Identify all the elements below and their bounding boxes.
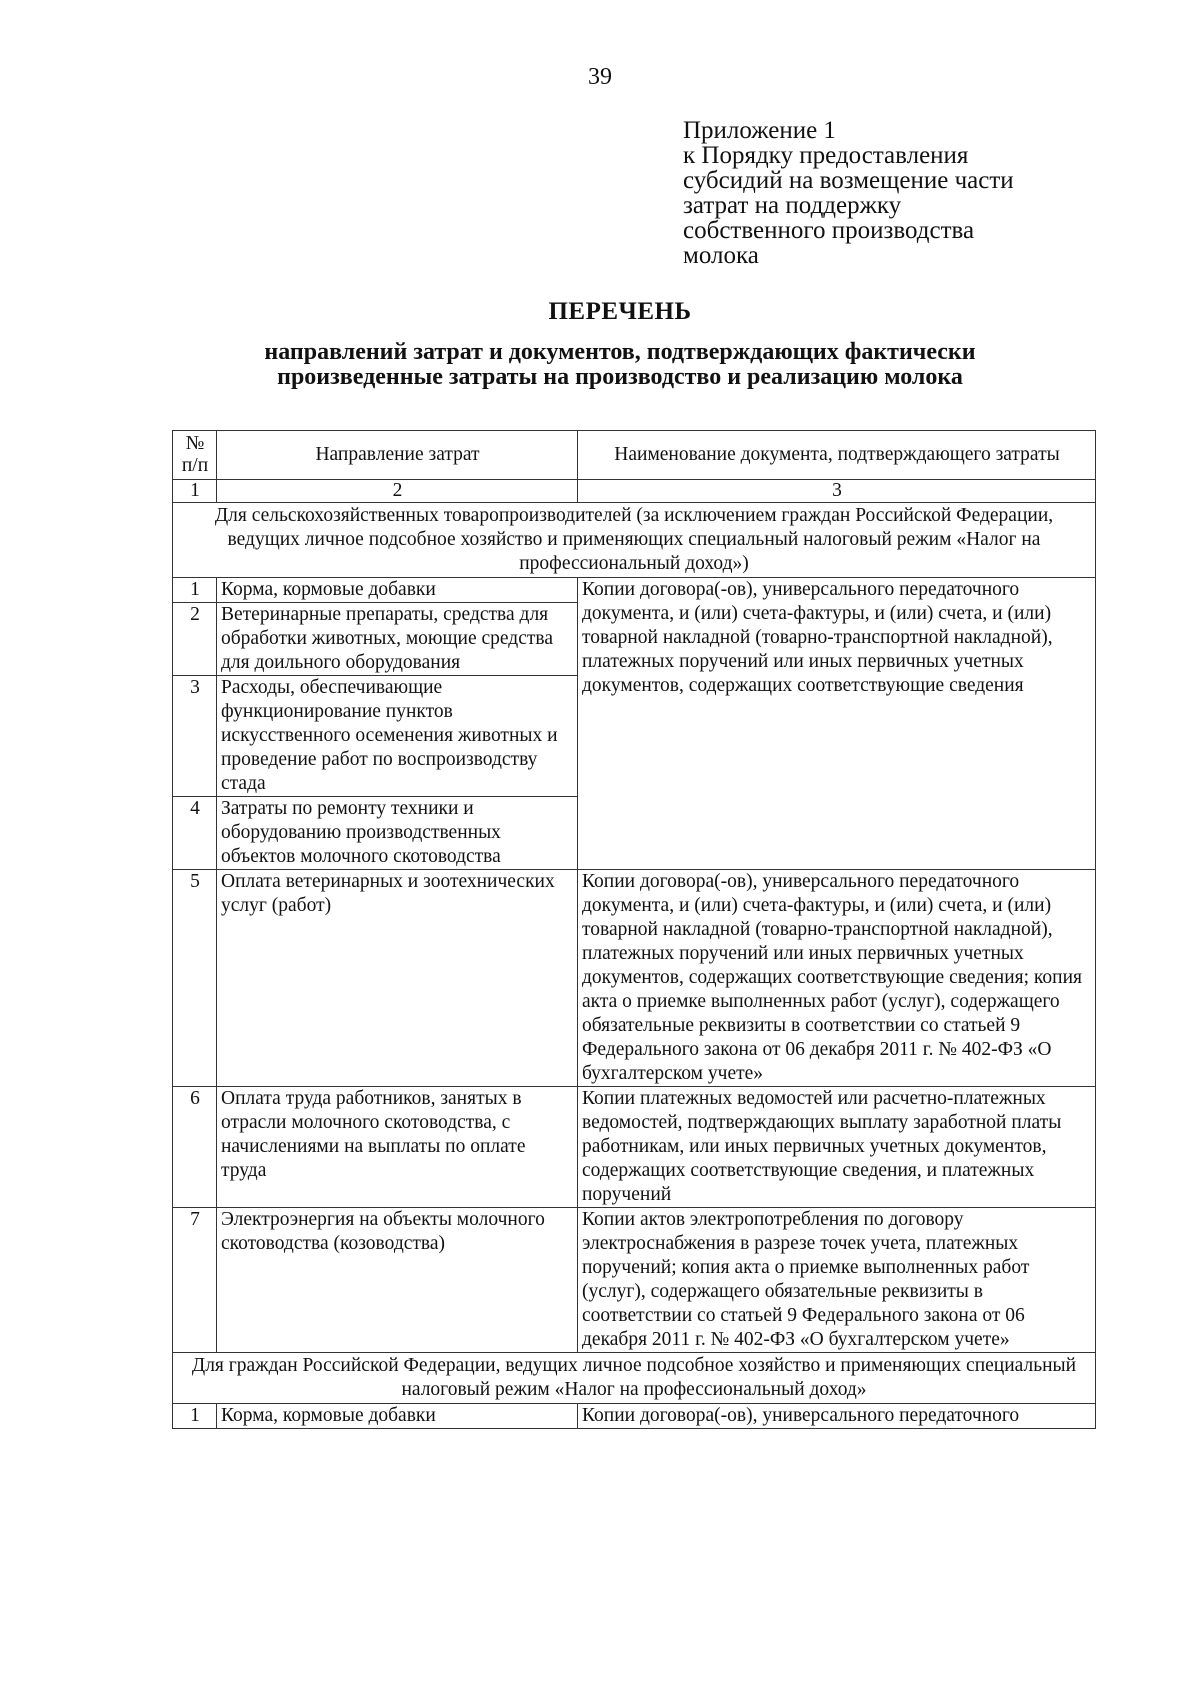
row-document: Копии договора(-ов), универсального передаточного документа, и (или) счета-фактуры, и (или) счета, и (или) товарной накладной (товарно-транспортной накладной), платежных поручений или иных первичных учетных документов, содержащих соответствующие сведения; копия акта о приемке выполненных работ (услуг), содержащего обязательные реквизиты в соответствии со статьей 9 Федерального закона от 06 декабря 2011 г. № 402-ФЗ «О бухгалтерском учете» [578,870,1096,1087]
table-row [173,578,1096,603]
row-number: 5 [173,870,217,1087]
appendix-reference [683,118,1143,268]
header-num [173,431,217,480]
appendix-line: собственного производства [683,217,975,244]
row-direction: Корма, кормовые добавки [217,1404,578,1429]
section-row [173,1353,1096,1404]
row-direction: Оплата ветеринарных и зоотехнических услуг (работ) [217,870,578,1087]
appendix-line: Приложение 1 [683,117,836,144]
column-number: 1 [173,480,217,503]
section-title-2: Для граждан Российской Федерации, ведущих личное подсобное хозяйство и применяющих специальный налоговый режим «Налог на профессиональный доход» [173,1353,1096,1404]
row-direction: Расходы, обеспечивающие функционирование пунктов искусственного осеменения животных и проведение работ по воспроизводству стада [217,676,578,797]
appendix-line: субсидий на возмещение части [683,167,1014,194]
row-direction: Оплата труда работников, занятых в отрасли молочного скотоводства, с начислениями на выплаты по оплате труда [217,1087,578,1208]
row-document: Копии актов электропотребления по договору электроснабжения в разрезе точек учета, платежных поручений; копия акта о приемке выполненных работ (услуг), содержащего обязательные реквизиты в соответствии со статьей 9 Федерального закона от 06 декабря 2011 г. № 402-ФЗ «О бухгалтерском учете» [578,1208,1096,1353]
row-number: 7 [173,1208,217,1353]
row-direction: Электроэнергия на объекты молочного скотоводства (козоводства) [217,1208,578,1353]
row-direction: Корма, кормовые добавки [217,578,578,603]
subtitle-line-2: произведенные затраты на производство и реализацию молока [277,364,963,390]
table-row [173,1404,1096,1429]
document-subtitle [0,340,1200,390]
header-num-line1: № [185,433,205,454]
column-number: 2 [217,480,578,503]
header-direction: Направление затрат [217,431,578,480]
appendix-line: затрат на поддержку [683,192,902,219]
table-row [173,870,1096,1087]
section-title-1: Для сельскохозяйственных товаропроизводителей (за исключением граждан Российской Федерации, ведущих личное подсобное хозяйство и применяющих специальный налоговый режим «Налог на профессиональный доход») [173,503,1096,578]
row-number: 1 [173,578,217,603]
page-number: 39 [588,64,612,90]
row-number: 6 [173,1087,217,1208]
row-document: Копии платежных ведомостей или расчетно-платежных ведомостей, подтверждающих выплату заработной платы работникам, или иных первичных учетных документов, содержащих соответствующие сведения, и платежных поручений [578,1087,1096,1208]
row-number: 4 [173,797,217,870]
row-number: 2 [173,603,217,676]
column-number-row [173,480,1096,503]
row-direction: Затраты по ремонту техники и оборудованию производственных объектов молочного скотоводства [217,797,578,870]
header-document: Наименование документа, подтверждающего затраты [578,431,1096,480]
appendix-line: молока [683,242,759,269]
row-document: Копии договора(-ов), универсального передаточного [578,1404,1096,1429]
table-row [173,1208,1096,1353]
appendix-line: к Порядку предоставления [683,142,969,169]
header-num-line2: п/п [181,455,209,476]
subtitle-line-1: направлений затрат и документов, подтверждающих фактически [264,339,976,365]
section-row [173,503,1096,578]
column-number: 3 [578,480,1096,503]
row-number: 1 [173,1404,217,1429]
row-document-group: Копии договора(-ов), универсального передаточного документа, и (или) счета-фактуры, и (или) счета, и (или) товарной накладной (товарно-транспортной накладной), платежных поручений или иных первичных учетных документов, содержащих соответствующие сведения [578,578,1096,870]
table-header-row [173,431,1096,480]
document-title: ПЕРЕЧЕНЬ [548,298,692,325]
expenses-table [172,430,1096,1429]
table-row [173,1087,1096,1208]
row-number: 3 [173,676,217,797]
row-direction: Ветеринарные препараты, средства для обработки животных, моющие средства для доильного оборудования [217,603,578,676]
